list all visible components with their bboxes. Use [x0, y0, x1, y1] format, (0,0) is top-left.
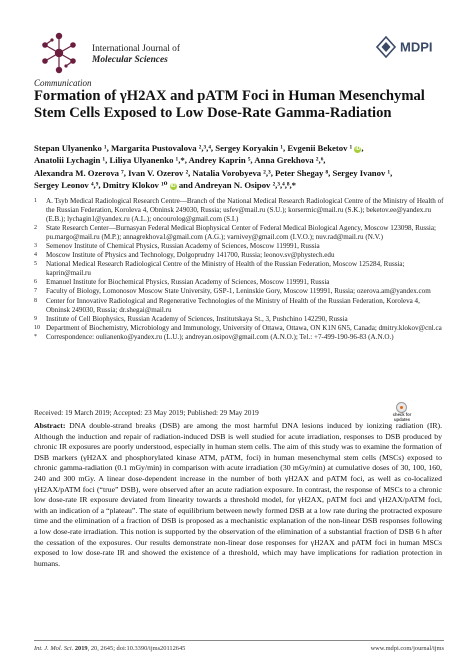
publication-dates: Received: 19 March 2019; Accepted: 23 May 2019; Published: 29 May 2019	[34, 408, 259, 417]
author-line: Anatolii Lychagin ¹, Liliya Ulyanenko ¹,*, Andrey Kaprin ⁵, Anna Grekhova ²,⁶,	[34, 155, 326, 166]
affiliation-item: 1 A. Tsyb Medical Radiological Research Centre—Branch of the National Medical Research Radiological Centre of the Ministry of Health of the Russian Federation, Koroleva 4, Obninsk 249030, Russia; usfev@mail.ru (S.U.); korsermic@mail.ru (S.K.); beketov.ee@yandex.ru (E.B.); lychagin1@yandex.ru (A.L.); oncourolog@gmail.com (S.I.)	[34, 197, 444, 224]
mdpi-diamond-icon	[377, 37, 395, 57]
abstract-text: DNA double-strand breaks (DSB) are among the most harmful DNA lesions induced by ionizing radiation (IR). Although the induction and repair of radiation-induced DSB is well studied for acute irradiation, responses to DSB produced by chronic IR exposures are poorly understood, especially in human stem cells. The aim of this study was to examine the formation of DSB markers (γH2AX and phosphorylated kinase ATM, pATM, foci) in human mesenchymal stem cells (MSCs) exposed to chronic gamma-radiation (0.1 mGy/min) in comparison with acute irradiation (30 mGy/min) at cumulative doses of 30, 100, 160, 240 and 300 mGy. A linear dose-dependent increase in the number of both γH2AX and pATM foci, as well as co-localized γH2AX/pATM foci (“true” DSB), were observed after an acute radiation exposure. In contrast, the response of MSCs to a chronic low dose-rate IR exposure deviated from linearity towards a threshold model, for γH2AX, pATM foci and γH2AX/pATM foci, with an indication of a “plateau”. The state of equilibrium between newly formed DSB at a low rate during the protracted exposure time and the elimination of a fraction of DSB is proposed as a mechanistic explanation of the non-linear DSB responses following a low dose-rate irradiation. This notion is supported by the observation of the elimination of a substantial fraction of DSB 6 h after the cessation of the exposures. Our results demonstrate non-linear dose responses for γH2AX and pATM foci in human MSCs exposed to low dose-rate IR and showed the existence of a threshold, which may have implications for radiation protection in humans.	[34, 421, 443, 568]
journal-name-line1: International Journal of	[92, 44, 180, 54]
author-line: Stepan Ulyanenko ¹, Margarita Pustovalova ²,³,⁴, Sergey Koryakin ¹, Evgenii Beketov ¹ iD,	[34, 143, 364, 153]
affiliation-item: 9 Institute of Cell Biophysics, Russian Academy of Sciences, Institutskaya St., 3, Pushchino 142290, Russia	[34, 314, 348, 323]
publisher-name: MDPI	[400, 39, 433, 55]
abstract	[34, 421, 442, 569]
affiliation-item: 8 Center for Innovative Radiological and Regenerative Technologies of the Ministry of Health of the Russian Federation, Koroleva 4, Obninsk 249030, Russia; dr.shegai@mail.ru	[34, 296, 420, 314]
affiliation-item: 10 Department of Biochemistry, Microbiology and Immunology, University of Ottawa, Ottawa, ON K1N 6N5, Canada; dmitry.klokov@cnl.ca	[34, 323, 442, 332]
affiliation-item: 3 Semenov Institute of Chemical Physics, Russian Academy of Sciences, Moscow 119991, Russia	[34, 242, 320, 251]
check-for-updates-badge[interactable]	[384, 402, 420, 420]
citation: Int. J. Mol. Sci. 2019, 20, 2645; doi:10.3390/ijms20112645	[34, 645, 186, 652]
journal-name-line2: Molecular Sciences	[92, 55, 168, 65]
affiliation-item: 4 Moscow Institute of Physics and Technology, Dolgoprudny 141700, Russia; leonov.sv@phystech.edu	[34, 251, 335, 260]
orcid-icon[interactable]: iD	[355, 146, 361, 152]
article-title: Formation of γH2AX and pATM Foci in Human Mesenchymal Stem Cells Exposed to Low Dose-Rate Gamma-Radiation	[34, 88, 425, 121]
affiliation-item: 6 Emanuel Institute for Biochemical Physics, Russian Academy of Sciences, Moscow 119991, Russia	[34, 278, 330, 287]
journal-logo-icon	[34, 28, 84, 78]
check-updates-label: check for updates	[392, 412, 412, 422]
author-line: Sergey Leonov ⁴,⁹, Dmitry Klokov ¹⁰ iD and Andreyan N. Osipov ²,³,⁴,⁸,*	[34, 179, 297, 190]
abstract-label: Abstract:	[34, 421, 66, 430]
article-type: Communication	[34, 78, 92, 88]
mdpi-logo	[376, 36, 440, 58]
affiliation-item: 5 National Medical Research Radiological Centre of the Ministry of Health of the Russian Federation, Moscow 125284, Russia; kaprin@mail.ru	[34, 260, 405, 278]
journal-name	[92, 44, 180, 66]
author-list	[34, 142, 434, 191]
correspondence: * Correspondence: oulianenko@yandex.ru (L.U.); andreyan.osipov@gmail.com (A.N.O.); Tel.: +7-499-190-96-83 (A.N.O.)	[34, 332, 394, 341]
affiliation-item: 7 Faculty of Biology, Lomonosov Moscow State University, GSP-1, Leninskie Gory, Moscow 119991, Russia; ozerova.am@yandex.com	[34, 287, 431, 296]
journal-url[interactable]: www.mdpi.com/journal/ijms	[370, 645, 444, 652]
orcid-icon[interactable]: iD	[170, 182, 176, 189]
affiliation-list	[34, 197, 444, 342]
author-line: Alexandra M. Ozerova ⁷, Ivan V. Ozerov ², Natalia Vorobyeva ²,³, Peter Shegay ⁸, Sergey Ivanov ¹,	[34, 167, 393, 178]
affiliation-item: 2 State Research Center—Burnasyan Federal Medical Biophysical Center of Federal Medical Biological Agency, Moscow 123098, Russia; pu.margo@mail.ru (M.P.); annagrekhova1@gmail.com (A.G.); varnivey@gmail.com (I.V.O.); nuv.rad@mail.ru (N.V.)	[34, 224, 436, 242]
footer-divider	[34, 640, 444, 641]
